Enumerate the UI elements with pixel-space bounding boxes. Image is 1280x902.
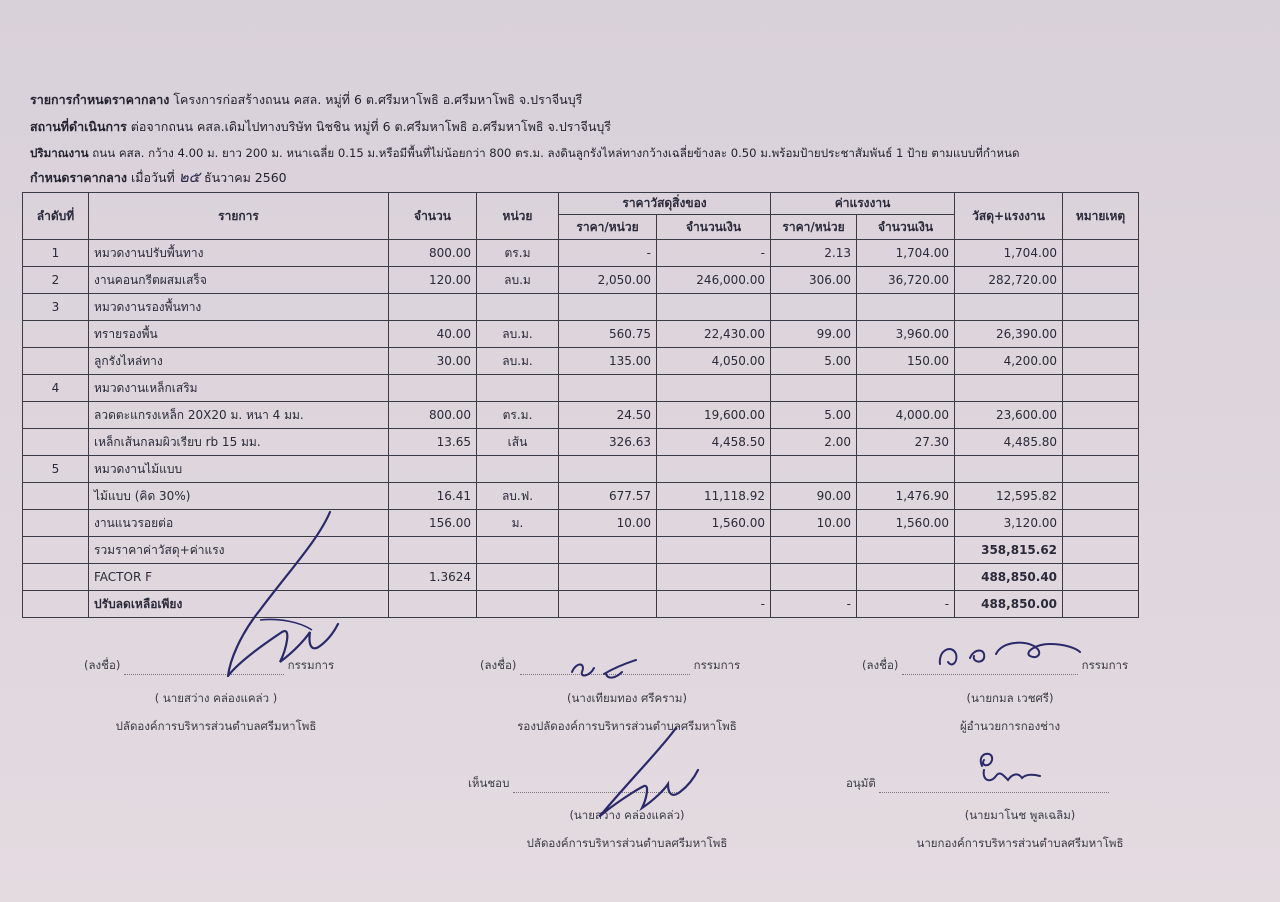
col-total: วัสดุ+แรงงาน <box>955 193 1063 240</box>
material-unit-price: 326.63 <box>559 429 657 456</box>
quantity: 156.00 <box>389 510 477 537</box>
sign-label: (ลงชื่อ) <box>84 658 121 672</box>
unit <box>477 456 559 483</box>
total-amount: 23,600.00 <box>955 402 1063 429</box>
remark <box>1063 564 1139 591</box>
item-name: ลวดตะแกรงเหล็ก 20X20 ม. หนา 4 มม. <box>89 402 389 429</box>
signatory-5-name: (นายมาโนช พูลเฉลิม) <box>964 808 1076 822</box>
unit: ม. <box>477 510 559 537</box>
committee-label: กรรมการ <box>693 658 741 672</box>
item-name: รวมราคาค่าวัสดุ+ค่าแรง <box>89 537 389 564</box>
material-unit-price <box>559 591 657 618</box>
unit: ลบ.ม <box>477 267 559 294</box>
row-number <box>23 429 89 456</box>
material-amount <box>657 537 771 564</box>
total-amount: 282,720.00 <box>955 267 1063 294</box>
item-name: งานแนวรอยต่อ <box>89 510 389 537</box>
table-row <box>23 267 1139 294</box>
remark <box>1063 321 1139 348</box>
document-header <box>30 86 1260 188</box>
labor-unit-price: 5.00 <box>771 402 857 429</box>
col-item: รายการ <box>89 193 389 240</box>
project-text: โครงการก่อสร้างถนน คสล. หมู่ที่ 6 ต.ศรีมหาโพธิ อ.ศรีมหาโพธิ จ.ปราจีนบุรี <box>173 92 583 107</box>
col-labor-amount: จำนวนเงิน <box>857 215 955 240</box>
table-row <box>23 591 1139 618</box>
labor-unit-price: 10.00 <box>771 510 857 537</box>
quantity: 800.00 <box>389 402 477 429</box>
item-name: หมวดงานรองพื้นทาง <box>89 294 389 321</box>
item-name: ทรายรองพื้น <box>89 321 389 348</box>
table-row <box>23 321 1139 348</box>
labor-amount: 1,476.90 <box>857 483 955 510</box>
signature-1 <box>84 657 334 675</box>
price-estimate-table <box>22 192 1139 618</box>
unit <box>477 591 559 618</box>
signatory-5 <box>896 801 1144 857</box>
labor-unit-price: 2.13 <box>771 240 857 267</box>
table-row <box>23 429 1139 456</box>
col-material-unit-price: ราคา/หน่วย <box>559 215 657 240</box>
remark <box>1063 267 1139 294</box>
signatory-2 <box>496 684 758 740</box>
labor-amount <box>857 564 955 591</box>
signatory-1 <box>96 684 336 740</box>
labor-unit-price <box>771 294 857 321</box>
signatory-5-title: นายกองค์การบริหารส่วนตำบลศรีมหาโพธิ <box>916 836 1124 850</box>
project-label: รายการกำหนดราคากลาง <box>30 92 170 107</box>
col-labor-unit-price: ราคา/หน่วย <box>771 215 857 240</box>
row-number <box>23 510 89 537</box>
material-amount: - <box>657 591 771 618</box>
item-name: ปรับลดเหลือเพียง <box>89 591 389 618</box>
labor-amount: 3,960.00 <box>857 321 955 348</box>
row-number <box>23 483 89 510</box>
col-remark: หมายเหตุ <box>1063 193 1139 240</box>
location-text: ต่อจากถนน คสล.เดิมไปทางบริษัท นิชชิน หมู่ที่ 6 ต.ศรีมหาโพธิ อ.ศรีมหาโพธิ จ.ปราจีนบุรี <box>130 119 612 134</box>
item-name: หมวดงานเหล็กเสริม <box>89 375 389 402</box>
sign-label: (ลงชื่อ) <box>480 658 517 672</box>
row-number: 1 <box>23 240 89 267</box>
remark <box>1063 483 1139 510</box>
row-number <box>23 564 89 591</box>
total-amount <box>955 456 1063 483</box>
quantity: 1.3624 <box>389 564 477 591</box>
remark <box>1063 294 1139 321</box>
material-unit-price: 10.00 <box>559 510 657 537</box>
labor-unit-price <box>771 564 857 591</box>
committee-label: กรรมการ <box>1081 658 1129 672</box>
row-number: 5 <box>23 456 89 483</box>
material-amount: 1,560.00 <box>657 510 771 537</box>
signature-3 <box>862 657 1128 675</box>
col-labor-group: ค่าแรงงาน <box>771 193 955 215</box>
scope-line <box>30 140 1260 167</box>
labor-unit-price <box>771 456 857 483</box>
labor-amount <box>857 375 955 402</box>
row-number: 4 <box>23 375 89 402</box>
date-line <box>30 167 1260 188</box>
approve-label: อนุมัติ <box>846 776 876 790</box>
total-amount: 12,595.82 <box>955 483 1063 510</box>
unit: ลบ.ม. <box>477 321 559 348</box>
row-number <box>23 591 89 618</box>
unit <box>477 294 559 321</box>
unit: ตร.ม. <box>477 402 559 429</box>
material-unit-price <box>559 294 657 321</box>
remark <box>1063 348 1139 375</box>
labor-unit-price: 5.00 <box>771 348 857 375</box>
signatory-4 <box>496 801 758 857</box>
table-row <box>23 510 1139 537</box>
labor-amount: 36,720.00 <box>857 267 955 294</box>
unit: ตร.ม <box>477 240 559 267</box>
agree-label: เห็นชอบ <box>468 776 510 790</box>
table-row <box>23 564 1139 591</box>
material-amount: 11,118.92 <box>657 483 771 510</box>
date-prefix: เมื่อวันที่ <box>130 170 175 185</box>
row-number <box>23 537 89 564</box>
material-amount <box>657 375 771 402</box>
location-label: สถานที่ดำเนินการ <box>30 119 127 134</box>
total-amount: 1,704.00 <box>955 240 1063 267</box>
signatory-4-title: ปลัดองค์การบริหารส่วนตำบลศรีมหาโพธิ <box>526 836 728 850</box>
scope-label: ปริมาณงาน <box>30 146 89 160</box>
sign-line <box>879 778 1109 793</box>
table-row <box>23 348 1139 375</box>
labor-unit-price <box>771 375 857 402</box>
material-amount <box>657 564 771 591</box>
remark <box>1063 402 1139 429</box>
table-row <box>23 483 1139 510</box>
committee-label: กรรมการ <box>287 658 335 672</box>
agree-signature <box>468 775 679 793</box>
material-amount: 4,458.50 <box>657 429 771 456</box>
approve-signature <box>846 775 1109 793</box>
location-line <box>30 113 1260 140</box>
quantity <box>389 375 477 402</box>
labor-amount: 27.30 <box>857 429 955 456</box>
material-amount <box>657 456 771 483</box>
item-name: ไม้แบบ (คิด 30%) <box>89 483 389 510</box>
labor-unit-price: 2.00 <box>771 429 857 456</box>
row-number <box>23 348 89 375</box>
quantity: 40.00 <box>389 321 477 348</box>
unit <box>477 537 559 564</box>
remark <box>1063 537 1139 564</box>
total-amount <box>955 294 1063 321</box>
row-number: 3 <box>23 294 89 321</box>
labor-amount <box>857 294 955 321</box>
signatory-4-name: (นายสว่าง คล่องแคล่ว) <box>569 808 685 822</box>
signatory-3-name: (นายกมล เวชศรี) <box>966 691 1054 705</box>
total-amount: 26,390.00 <box>955 321 1063 348</box>
material-unit-price <box>559 456 657 483</box>
quantity <box>389 456 477 483</box>
col-material-amount: จำนวนเงิน <box>657 215 771 240</box>
total-amount: 488,850.40 <box>955 564 1063 591</box>
labor-amount: 4,000.00 <box>857 402 955 429</box>
item-name: งานคอนกรีตผสมเสร็จ <box>89 267 389 294</box>
table-row <box>23 456 1139 483</box>
item-name: FACTOR F <box>89 564 389 591</box>
table-row <box>23 537 1139 564</box>
material-unit-price: 24.50 <box>559 402 657 429</box>
signatory-2-name: (นางเทียมทอง ศรีคราม) <box>567 691 687 705</box>
sign-line <box>902 660 1078 675</box>
material-unit-price: - <box>559 240 657 267</box>
scope-text: ถนน คสล. กว้าง 4.00 ม. ยาว 200 ม. หนาเฉลี่ย 0.15 ม.หรือมีพื้นที่ไม่น้อยกว่า 800 ตร.ม. ลงดินลูกรังไหล่ทางกว้างเฉลี่ยข้างละ 0.50 ม.พร้อมป้ายประชาสัมพันธ์ 1 ป้าย ตามแบบที่กำหนด <box>92 146 1020 160</box>
table-row <box>23 375 1139 402</box>
material-unit-price: 135.00 <box>559 348 657 375</box>
remark <box>1063 510 1139 537</box>
quantity: 30.00 <box>389 348 477 375</box>
row-number <box>23 402 89 429</box>
quantity: 120.00 <box>389 267 477 294</box>
total-amount: 4,485.80 <box>955 429 1063 456</box>
remark <box>1063 456 1139 483</box>
labor-unit-price <box>771 537 857 564</box>
total-amount: 358,815.62 <box>955 537 1063 564</box>
col-unit: หน่วย <box>477 193 559 240</box>
unit <box>477 564 559 591</box>
signature-2 <box>480 657 740 675</box>
date-label: กำหนดราคากลาง <box>30 170 127 185</box>
signatory-1-title: ปลัดองค์การบริหารส่วนตำบลศรีมหาโพธิ <box>115 719 317 733</box>
material-amount: - <box>657 240 771 267</box>
signatory-1-name: ( นายสว่าง คล่องแคล่ว ) <box>154 691 278 705</box>
sign-label: (ลงชื่อ) <box>862 658 899 672</box>
row-number <box>23 321 89 348</box>
table-row <box>23 240 1139 267</box>
item-name: เหล็กเส้นกลมผิวเรียบ rb 15 มม. <box>89 429 389 456</box>
sign-line <box>513 778 679 793</box>
remark <box>1063 240 1139 267</box>
unit <box>477 375 559 402</box>
quantity <box>389 294 477 321</box>
table-row <box>23 294 1139 321</box>
material-amount: 4,050.00 <box>657 348 771 375</box>
col-material-group: ราคาวัสดุสิ่งของ <box>559 193 771 215</box>
material-unit-price <box>559 375 657 402</box>
material-unit-price <box>559 537 657 564</box>
date-suffix: ธันวาคม 2560 <box>204 170 287 185</box>
col-qty: จำนวน <box>389 193 477 240</box>
material-unit-price: 677.57 <box>559 483 657 510</box>
remark <box>1063 375 1139 402</box>
table-body <box>23 240 1139 618</box>
quantity <box>389 537 477 564</box>
labor-amount <box>857 537 955 564</box>
unit: ลบ.ม. <box>477 348 559 375</box>
material-amount <box>657 294 771 321</box>
unit: ลบ.ฟ. <box>477 483 559 510</box>
labor-amount: - <box>857 591 955 618</box>
col-no: ลำดับที่ <box>23 193 89 240</box>
quantity: 800.00 <box>389 240 477 267</box>
item-name: หมวดงานปรับพื้นทาง <box>89 240 389 267</box>
remark <box>1063 591 1139 618</box>
labor-amount: 1,704.00 <box>857 240 955 267</box>
labor-unit-price: 99.00 <box>771 321 857 348</box>
table-row <box>23 402 1139 429</box>
quantity <box>389 591 477 618</box>
material-amount: 22,430.00 <box>657 321 771 348</box>
sign-line <box>520 660 690 675</box>
row-number: 2 <box>23 267 89 294</box>
sign-line <box>124 660 284 675</box>
material-amount: 19,600.00 <box>657 402 771 429</box>
total-amount <box>955 375 1063 402</box>
labor-amount <box>857 456 955 483</box>
labor-unit-price: 306.00 <box>771 267 857 294</box>
project-line <box>30 86 1260 113</box>
item-name: ลูกรังไหล่ทาง <box>89 348 389 375</box>
material-amount: 246,000.00 <box>657 267 771 294</box>
quantity: 13.65 <box>389 429 477 456</box>
labor-unit-price: - <box>771 591 857 618</box>
signatory-3 <box>920 684 1100 740</box>
total-amount: 488,850.00 <box>955 591 1063 618</box>
unit: เส้น <box>477 429 559 456</box>
material-unit-price <box>559 564 657 591</box>
material-unit-price: 2,050.00 <box>559 267 657 294</box>
labor-unit-price: 90.00 <box>771 483 857 510</box>
handwritten-day: ๒๕ <box>178 168 201 186</box>
total-amount: 3,120.00 <box>955 510 1063 537</box>
remark <box>1063 429 1139 456</box>
total-amount: 4,200.00 <box>955 348 1063 375</box>
labor-amount: 150.00 <box>857 348 955 375</box>
signatory-2-title: รองปลัดองค์การบริหารส่วนตำบลศรีมหาโพธิ <box>517 719 737 733</box>
material-unit-price: 560.75 <box>559 321 657 348</box>
signatory-3-title: ผู้อำนวยการกองช่าง <box>959 719 1061 733</box>
item-name: หมวดงานไม้แบบ <box>89 456 389 483</box>
labor-amount: 1,560.00 <box>857 510 955 537</box>
quantity: 16.41 <box>389 483 477 510</box>
